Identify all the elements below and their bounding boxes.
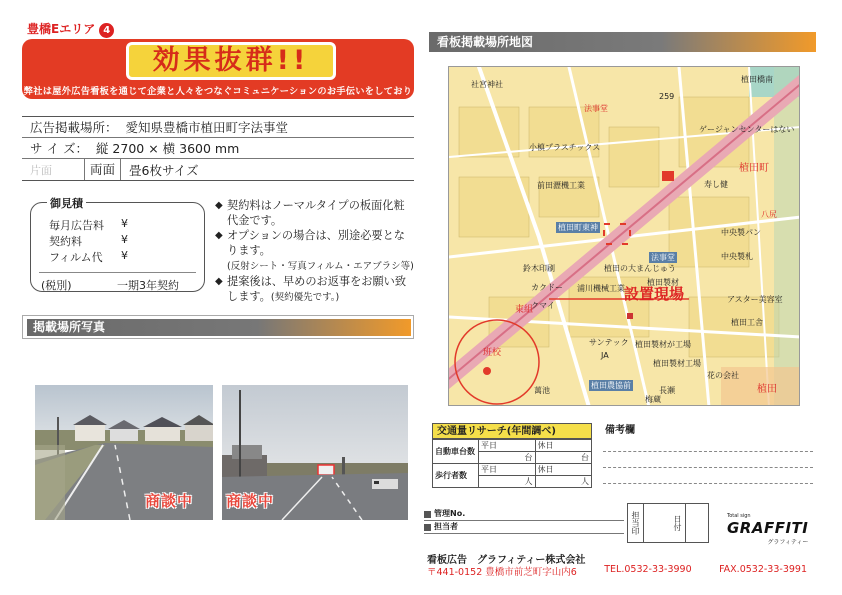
remarks-lines xyxy=(603,436,813,484)
estimate-title: 御見積 xyxy=(47,195,86,211)
company-logo: Total sign GRAFFITI グラフィティー xyxy=(727,513,809,546)
map-label-higashi: 東組 xyxy=(515,305,534,315)
map-label-hojido: 法事堂 xyxy=(584,104,608,113)
hero-banner xyxy=(22,39,414,111)
footer-fax: FAX.0532-33-3991 xyxy=(719,564,807,575)
film-fee-label: フィルム代 xyxy=(49,251,103,264)
stamp-date-label: 日付 xyxy=(670,504,686,542)
map-label-school: 班校 xyxy=(483,348,502,358)
map-label-ueda-seisaku: 植田製材 xyxy=(647,278,679,287)
map-label-ueda-bridge: 植田橋南 xyxy=(741,75,773,84)
map-label-nagase: 長瀬 xyxy=(659,386,675,395)
map-label-kenji: 萬池 xyxy=(534,386,550,395)
map-label-ads: アスター美容室 xyxy=(727,295,783,304)
map-label-ueda-maru: 植田の大まんじゅう xyxy=(604,264,676,273)
map-label-bairen: 梅蔵 xyxy=(645,395,661,404)
note-reply: ◆ 提案後は、早めのお返事をお願い致します。(契約優先です。) xyxy=(215,274,415,305)
area-label: 豊橋Eエリア 4 xyxy=(27,20,114,38)
monthly-fee-label: 毎月広告料 xyxy=(49,219,104,232)
traffic-research xyxy=(432,423,592,488)
map-label-kameyama: クマイ xyxy=(531,301,555,310)
hero-subtitle: 弊社は屋外広告看板を通じて企業と人々をつなぐコミュニケーションのお手伝いをしております。 xyxy=(23,86,413,111)
map-label-ueda-town: 植田町 xyxy=(739,163,769,174)
photo-section-header xyxy=(22,315,414,339)
traffic-title: 交通量リサーチ(年間調べ) xyxy=(432,423,592,439)
map-label-urakawa: 浦川機械工業 xyxy=(577,284,625,293)
side-label: 片面 xyxy=(30,163,52,177)
sheets-value: 畳6枚サイズ xyxy=(129,162,199,178)
info-table xyxy=(22,116,414,181)
map-label-ueda-mfg: 植田製材工場 xyxy=(653,359,701,368)
cars-holiday-label: 休日 xyxy=(535,440,592,452)
map-label-shrine: 社宮神社 xyxy=(471,80,503,89)
hero-title: 効果抜群!! xyxy=(126,42,336,80)
traffic-table xyxy=(432,439,592,488)
estimate-divider xyxy=(39,272,196,273)
map-label-juei: 寿し健 xyxy=(704,180,728,189)
remarks-title: 備考欄 xyxy=(605,425,635,436)
map-label-ueda-east: 植田町東神 xyxy=(558,223,598,232)
location-row xyxy=(22,117,414,138)
map-label-yasaka: 八尻 xyxy=(761,210,777,219)
map-label-hojido-sign: 法事堂 xyxy=(651,253,675,262)
footer-address: 〒441-0152 豊橋市前芝町字山内6 xyxy=(427,567,577,578)
estimate-box xyxy=(30,197,205,292)
note-contract: ◆ 契約料はノーマルタイプの板面化粧代金です。 xyxy=(215,198,415,228)
map-section-title: 看板掲載場所地図 xyxy=(437,35,534,49)
side-value: 両面 xyxy=(84,159,121,180)
people-holiday-label: 休日 xyxy=(535,464,592,476)
cars-weekday-unit: 台 xyxy=(479,452,536,464)
map-label-site: 設置現場 xyxy=(624,285,685,303)
map-label-kakudo: カクドー xyxy=(531,283,563,292)
map-label-chuo-sei: 中央製札 xyxy=(721,252,753,261)
note-option: ◆ オプションの場合は、別途必要となります。 (反射シート・写真フィルム・エアブラシ等) xyxy=(215,228,415,274)
monthly-fee-value: ¥ xyxy=(121,217,128,230)
side-row xyxy=(22,159,414,180)
footer-company: 看板広告 グラフィティー株式会社 xyxy=(427,555,586,566)
area-number-badge: 4 xyxy=(99,23,114,38)
negotiating-badge-1: 商談中 xyxy=(145,492,194,510)
map-label-maeda: 前田瀝機工業 xyxy=(537,181,585,190)
map-label-ja: JA xyxy=(601,351,609,360)
negotiating-badge-2: 商談中 xyxy=(226,492,275,510)
contract-fee-value: ¥ xyxy=(121,233,128,246)
map-section-header xyxy=(429,32,816,54)
location-value: 愛知県豊橋市植田町字法事堂 xyxy=(125,120,289,135)
tax-note: (税別) xyxy=(41,279,72,292)
person-in-charge: 担当者 xyxy=(424,521,624,534)
size-value: 縦 2700 × 横 3600 mm xyxy=(95,141,240,156)
cars-holiday-unit: 台 xyxy=(535,452,592,464)
map-label-komaki: 小槙プラスチックス xyxy=(529,143,601,152)
cars-weekday-label: 平日 xyxy=(479,440,536,452)
map-label-ueda2: 植田 xyxy=(757,384,777,395)
map-label-gs: ゲージャンセンターはない xyxy=(699,125,795,134)
contract-fee-label: 契約料 xyxy=(49,235,82,248)
footer-contact xyxy=(427,564,807,578)
film-fee-value: ¥ xyxy=(121,249,128,262)
photo-section-title: 掲載場所写真 xyxy=(33,320,106,334)
map-label-ueda-kousha: 植田工舎 xyxy=(731,318,763,327)
notes-list xyxy=(215,198,415,305)
management-fields xyxy=(424,508,624,534)
management-no: 管理No. xyxy=(424,508,624,521)
contract-term: 一期3年契約 xyxy=(117,279,179,292)
people-holiday-unit: 人 xyxy=(535,476,592,488)
size-row xyxy=(22,138,414,159)
location-map xyxy=(448,66,800,406)
people-label: 歩行者数 xyxy=(433,464,479,488)
site-photo-road xyxy=(222,385,408,520)
size-label: サ イ ズ： xyxy=(30,141,88,156)
people-weekday-unit: 人 xyxy=(479,476,536,488)
site-photo-wide xyxy=(35,385,213,520)
map-label-ueda-farm: 植田農協前 xyxy=(591,381,631,390)
cars-label: 自動車台数 xyxy=(433,440,479,464)
map-label-suzuki: 鈴木印刷 xyxy=(523,264,555,273)
map-label-route: 259 xyxy=(659,92,675,101)
map-label-chuo-pan: 中央製パン xyxy=(721,228,761,237)
map-label-sanitec: サンテック xyxy=(589,338,629,347)
stamp-box xyxy=(627,503,709,543)
map-label-hakari: 花の会社 xyxy=(707,371,739,380)
people-weekday-label: 平日 xyxy=(479,464,536,476)
stamp-charge-label: 担当印 xyxy=(628,504,644,542)
map-label-ueda-factory: 植田製材が工場 xyxy=(635,340,691,349)
location-label: 広告掲載場所： xyxy=(30,120,118,135)
footer-tel: TEL.0532-33-3990 xyxy=(604,564,692,575)
